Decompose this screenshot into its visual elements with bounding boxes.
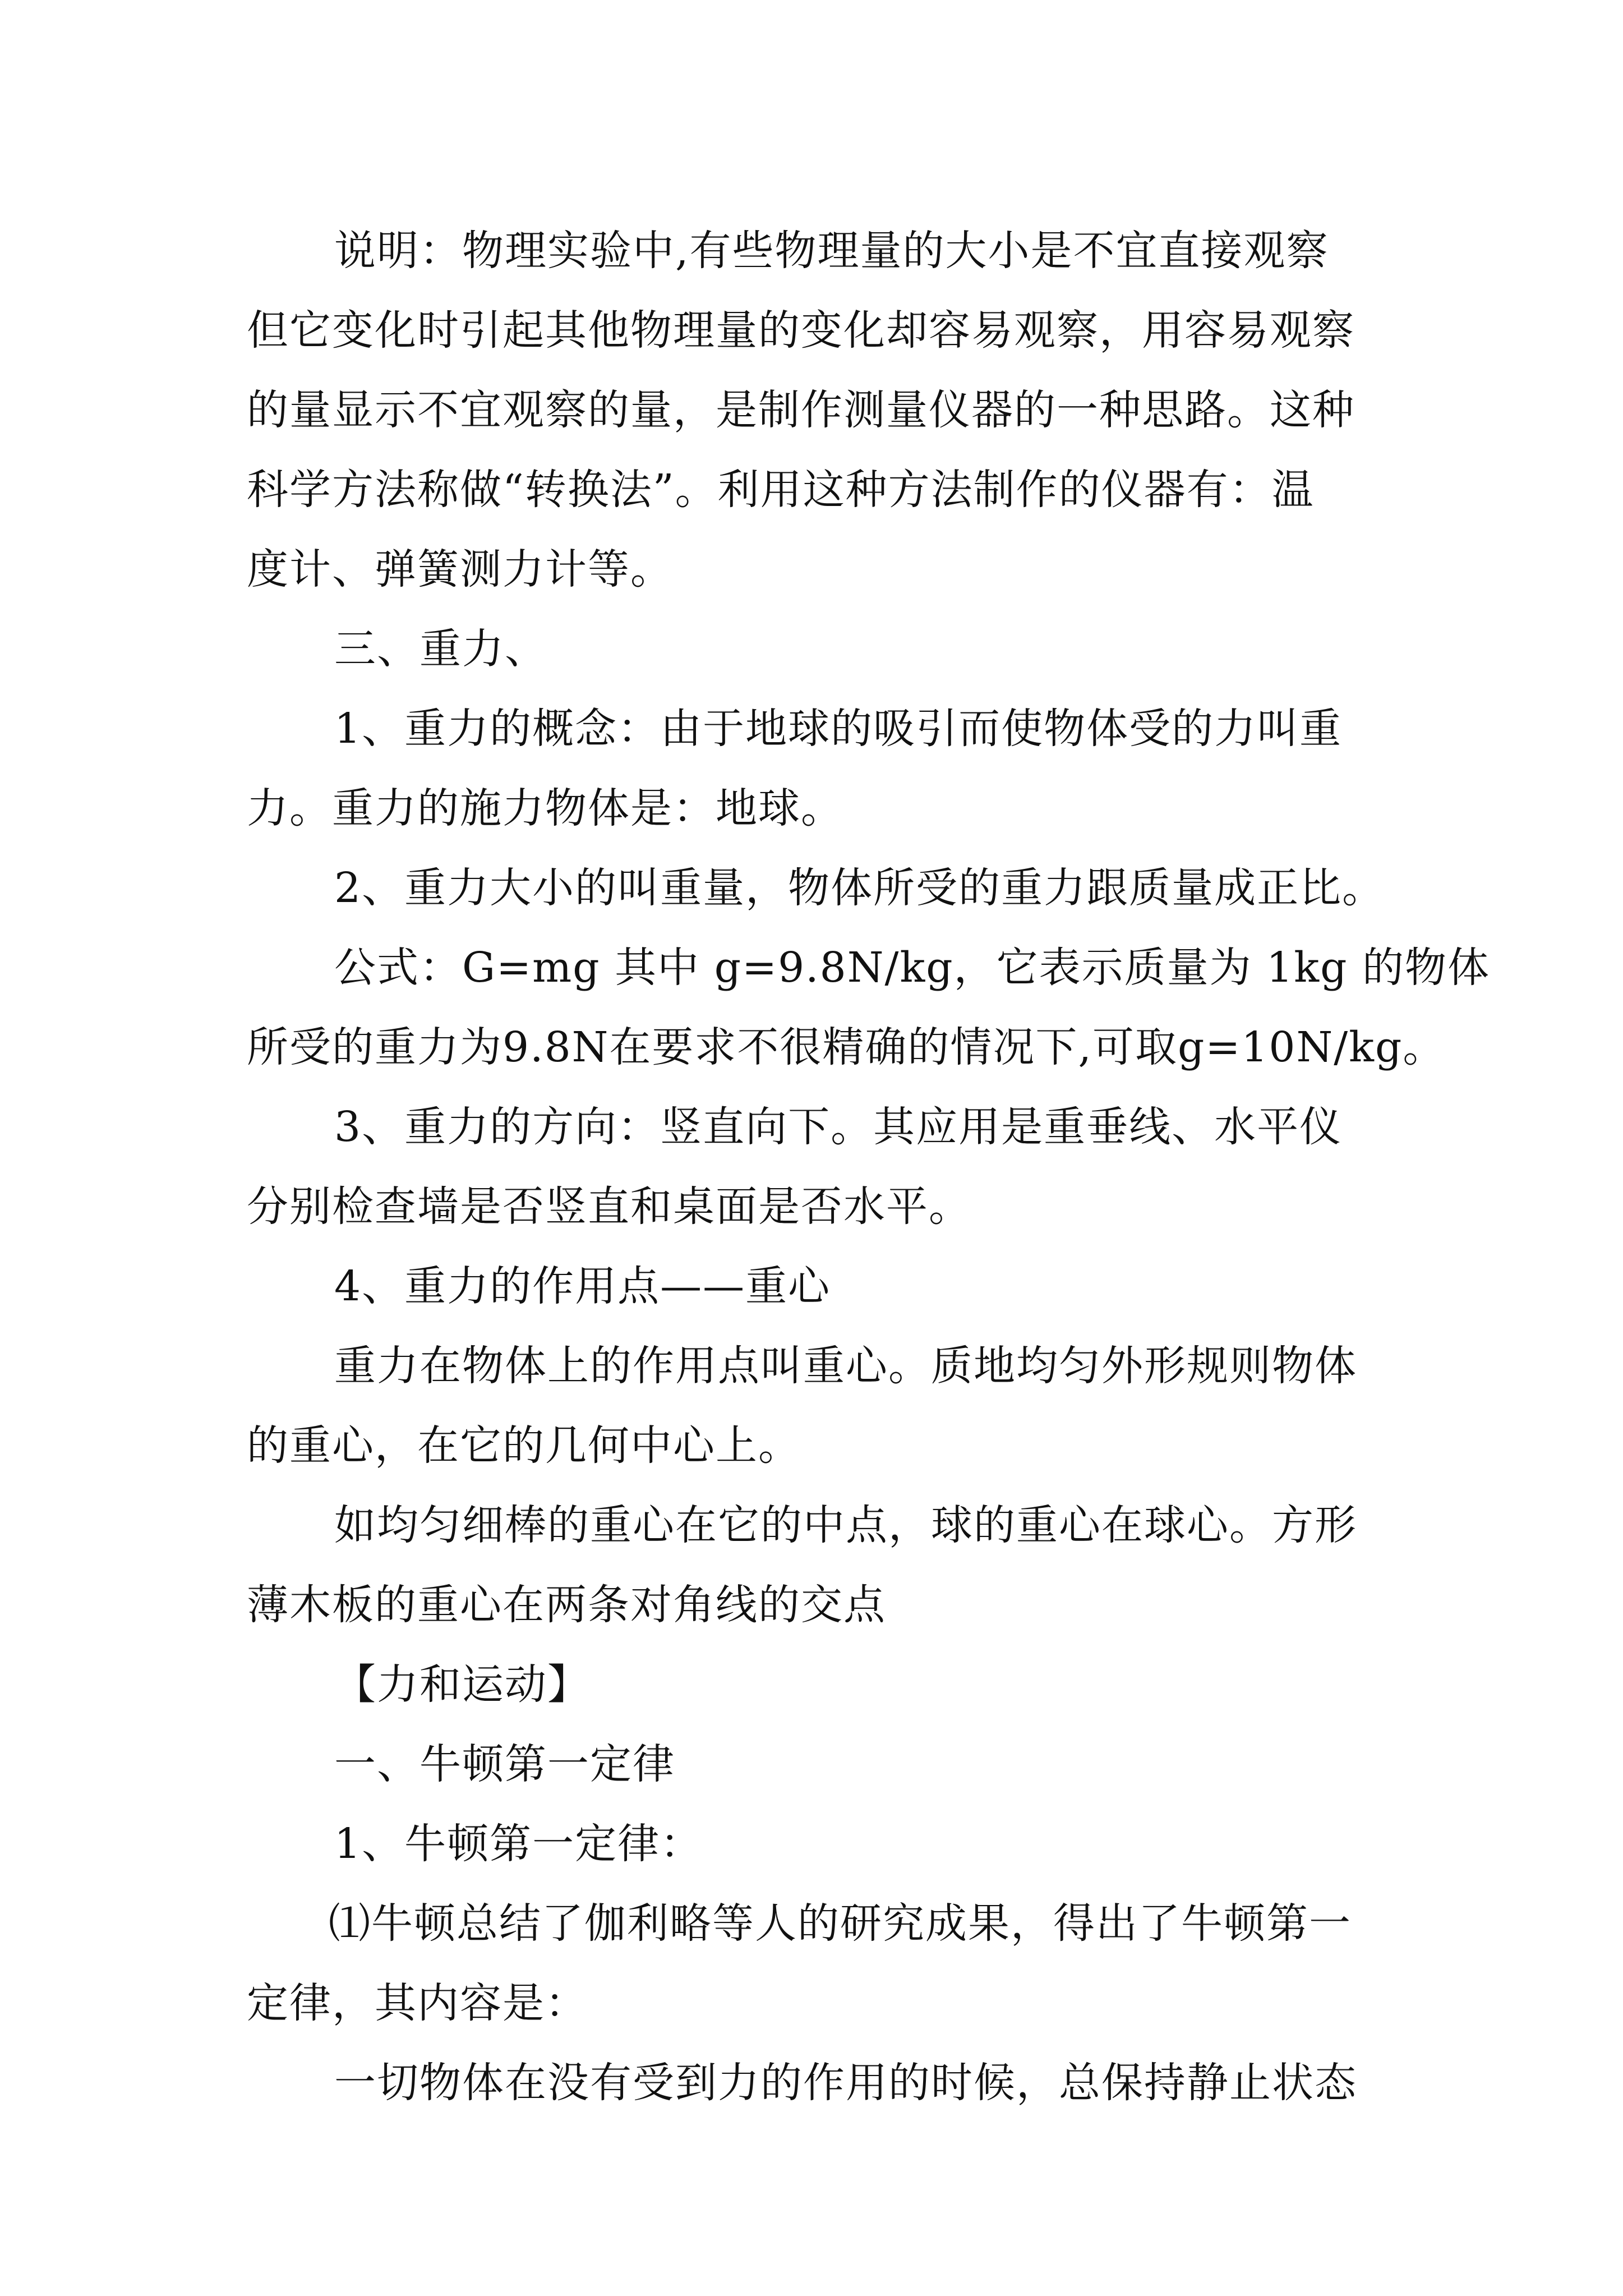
section-heading: 一、牛顿第一定律 xyxy=(334,1740,675,1788)
section-heading: 三、重力、 xyxy=(334,625,547,673)
paragraph-line: 科学方法称做“转换法”。利用这种方法制作的仪器有：温 xyxy=(247,466,1315,514)
document-body xyxy=(247,211,1490,2123)
subsection-heading: 4、重力的作用点——重心 xyxy=(334,1262,831,1310)
paragraph-line: 但它变化时引起其他物理量的变化却容易观察，用容易观察 xyxy=(247,306,1355,355)
paragraph-line: 重力在物体上的作用点叫重心。质地均匀外形规则物体 xyxy=(334,1342,1357,1390)
paragraph-line: 所受的重力为9.8N在要求不很精确的情况下,可取g=10N/kg。 xyxy=(247,1023,1446,1071)
subsection-heading: 1、牛顿第一定律： xyxy=(334,1820,703,1868)
paragraph-line: 定律，其内容是： xyxy=(247,1979,588,2027)
paragraph-line: 分别检查墙是否竖直和桌面是否水平。 xyxy=(247,1182,971,1231)
paragraph-line: ⑴牛顿总结了伽利略等人的研究成果，得出了牛顿第一 xyxy=(329,1899,1352,1948)
paragraph-line: 1、重力的概念：由于地球的吸引而使物体受的力叫重 xyxy=(334,705,1343,753)
paragraph-line: 度计、弹簧测力计等。 xyxy=(247,545,673,593)
paragraph-line: 的量显示不宜观察的量，是制作测量仪器的一种思路。这种 xyxy=(247,386,1355,434)
paragraph-line: 说明：物理实验中,有些物理量的大小是不宜直接观察 xyxy=(334,227,1329,275)
paragraph-line: 3、重力的方向：竖直向下。其应用是重垂线、水平仪 xyxy=(334,1103,1343,1151)
paragraph-line: 公式：G=mg 其中 g=9.8N/kg，它表示质量为 1kg 的物体 xyxy=(334,944,1490,992)
paragraph-line: 2、重力大小的叫重量，物体所受的重力跟质量成正比。 xyxy=(334,864,1385,912)
paragraph-line: 一切物体在没有受到力的作用的时候，总保持静止状态 xyxy=(334,2059,1357,2107)
paragraph-line: 的重心，在它的几何中心上。 xyxy=(247,1421,801,1470)
chapter-heading: 【力和运动】 xyxy=(334,1660,590,1709)
paragraph-line: 如均匀细棒的重心在它的中点，球的重心在球心。方形 xyxy=(334,1501,1357,1549)
paragraph-line: 力。重力的施力物体是：地球。 xyxy=(247,784,843,832)
paragraph-line: 薄木板的重心在两条对角线的交点 xyxy=(247,1581,886,1629)
